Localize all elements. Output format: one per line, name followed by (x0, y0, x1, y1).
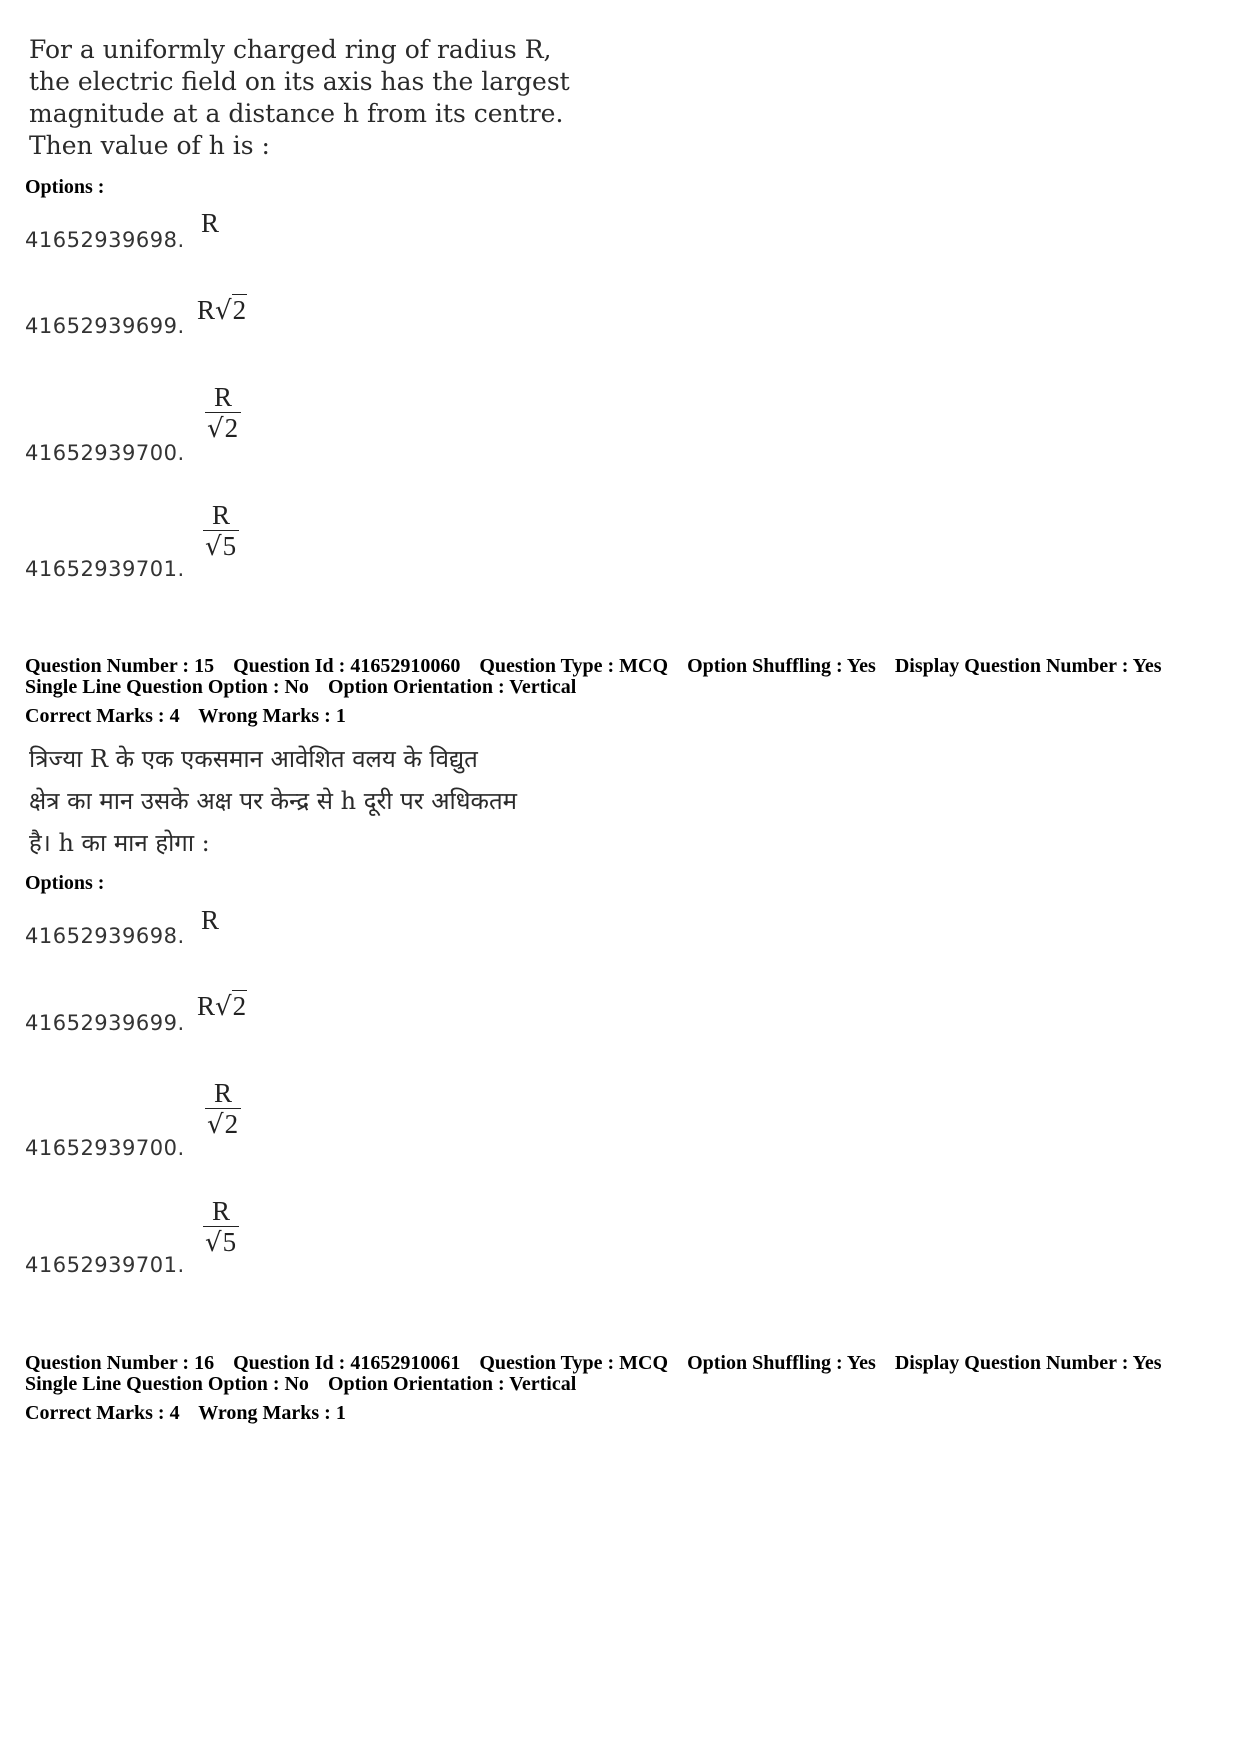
question-16-marks (25, 1403, 1225, 1424)
radicand: 5 (222, 531, 237, 561)
sqrt-symbol: √ (215, 296, 232, 326)
question-type: Question Type : MCQ (479, 1352, 669, 1374)
denominator (205, 412, 241, 444)
option-fraction (205, 1078, 241, 1140)
option-orientation: Option Orientation : Vertical (327, 676, 577, 698)
option-id: 41652939701. (25, 557, 185, 581)
numerator: R (214, 1078, 233, 1108)
display-question-number: Display Question Number : Yes (894, 655, 1162, 677)
question-text-line: क्षेत्र का मान उसके अक्ष पर केन्द्र से h दूरी पर अधिकतम (29, 787, 517, 815)
question-text-line: Then value of h is : (29, 131, 270, 160)
option-id: 41652939698. (25, 924, 185, 948)
sqrt-symbol: √ (205, 1228, 222, 1258)
option-shuffling: Option Shuffling : Yes (687, 655, 876, 677)
radicand: 2 (224, 413, 239, 443)
numerator: R (212, 500, 231, 530)
question-text-line: For a uniformly charged ring of radius R, (29, 35, 552, 64)
option-prefix: R (197, 295, 216, 325)
sqrt-symbol: √ (205, 532, 222, 562)
option-id: 41652939698. (25, 228, 185, 252)
option-fraction (203, 1196, 239, 1258)
question-14-text (29, 34, 589, 162)
correct-marks: Correct Marks : 4 (25, 1402, 180, 1424)
numerator: R (212, 1196, 231, 1226)
question-16-meta (25, 1353, 1225, 1374)
radicand: 2 (232, 991, 247, 1021)
question-15-text (29, 738, 589, 864)
denominator (203, 1226, 239, 1258)
question-15-meta (25, 656, 1225, 677)
sqrt-symbol: √ (207, 414, 224, 444)
radicand: 5 (222, 1227, 237, 1257)
numerator: R (214, 382, 233, 412)
wrong-marks: Wrong Marks : 1 (198, 705, 346, 727)
option-expression: R (201, 905, 220, 935)
question-number: Question Number : 15 (25, 655, 215, 677)
question-text-line: the electric field on its axis has the largest (29, 67, 570, 96)
option-prefix: R (197, 991, 216, 1021)
options-label: Options : (25, 872, 105, 894)
denominator (205, 1108, 241, 1140)
radical (215, 991, 247, 1021)
question-id: Question Id : 41652910061 (233, 1352, 461, 1374)
option-id: 41652939700. (25, 441, 185, 465)
radical (215, 295, 247, 325)
option-id: 41652939699. (25, 1011, 185, 1035)
option-math (197, 991, 247, 1022)
option-expression: R (201, 208, 220, 238)
question-text-line: magnitude at a distance h from its centre. (29, 99, 564, 128)
question-text-line: त्रिज्या R के एक एकसमान आवेशित वलय के विद्युत (29, 745, 478, 773)
wrong-marks: Wrong Marks : 1 (198, 1402, 346, 1424)
question-15-marks (25, 706, 1225, 727)
sqrt-symbol: √ (207, 1110, 224, 1140)
single-line-option: Single Line Question Option : No (25, 1373, 309, 1395)
question-type: Question Type : MCQ (479, 655, 669, 677)
option-fraction (203, 500, 239, 562)
option-orientation: Option Orientation : Vertical (327, 1373, 577, 1395)
question-16-meta-2 (25, 1374, 1225, 1395)
option-id: 41652939699. (25, 314, 185, 338)
option-shuffling: Option Shuffling : Yes (687, 1352, 876, 1374)
option-math (197, 295, 247, 326)
display-question-number: Display Question Number : Yes (894, 1352, 1162, 1374)
radicand: 2 (232, 295, 247, 325)
question-number: Question Number : 16 (25, 1352, 215, 1374)
option-id: 41652939701. (25, 1253, 185, 1277)
option-fraction (205, 382, 241, 444)
denominator (203, 530, 239, 562)
question-15-meta-2 (25, 677, 1225, 698)
question-text-line: है। h का मान होगा : (29, 829, 210, 857)
option-id: 41652939700. (25, 1136, 185, 1160)
radicand: 2 (224, 1109, 239, 1139)
question-id: Question Id : 41652910060 (233, 655, 461, 677)
single-line-option: Single Line Question Option : No (25, 676, 309, 698)
option-math (201, 208, 219, 239)
option-math (201, 905, 219, 936)
correct-marks: Correct Marks : 4 (25, 705, 180, 727)
sqrt-symbol: √ (215, 992, 232, 1022)
options-label: Options : (25, 176, 105, 198)
